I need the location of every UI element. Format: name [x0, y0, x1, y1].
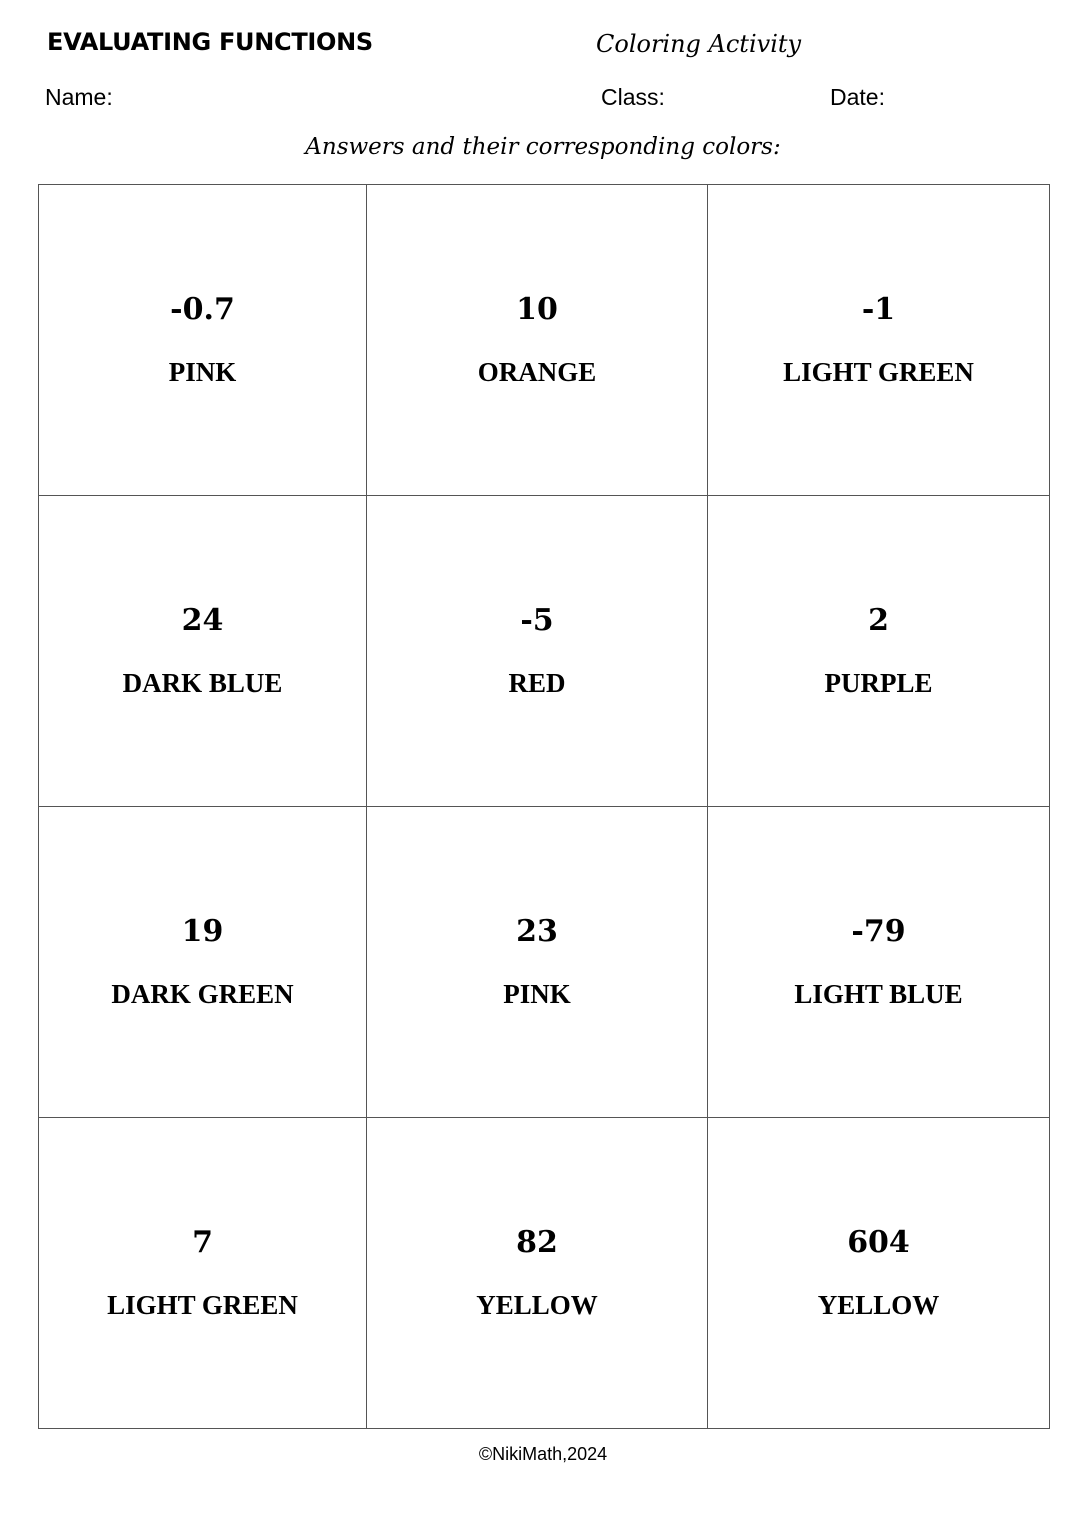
answer-cell — [39, 807, 367, 1118]
answer-color: LIGHT GREEN — [107, 1290, 298, 1320]
answer-color: YELLOW — [476, 1290, 598, 1320]
answer-color: PINK — [503, 979, 571, 1009]
answer-value: -0.7 — [170, 292, 235, 327]
answer-cell — [367, 1118, 708, 1429]
table-row — [39, 185, 1050, 496]
answer-value: 2 — [868, 603, 889, 638]
table-row — [39, 807, 1050, 1118]
legend-caption: Answers and their corresponding colors: — [305, 134, 781, 160]
answer-value: 604 — [847, 1225, 910, 1260]
date-label: Date: — [830, 84, 885, 110]
answer-color: LIGHT GREEN — [783, 357, 974, 387]
answer-value: 7 — [192, 1225, 213, 1260]
answer-value: -1 — [861, 292, 896, 327]
answer-color: DARK GREEN — [111, 979, 294, 1009]
answer-value: 23 — [516, 914, 558, 949]
answer-value: -5 — [520, 603, 554, 638]
table-row — [39, 496, 1050, 807]
answer-color: PURPLE — [824, 668, 933, 698]
answer-cell — [708, 807, 1050, 1118]
answer-color-table — [38, 184, 1050, 1429]
answer-color: RED — [508, 668, 566, 698]
answer-cell — [39, 1118, 367, 1429]
answer-color: DARK BLUE — [122, 668, 283, 698]
copyright-footer: ©NikiMath,2024 — [478, 1444, 608, 1464]
answer-cell — [367, 496, 708, 807]
answer-cell — [39, 496, 367, 807]
answer-cell — [708, 1118, 1050, 1429]
name-label: Name: — [45, 84, 113, 110]
answer-cell — [39, 185, 367, 496]
answer-value: 10 — [516, 292, 558, 327]
answer-cell — [367, 185, 708, 496]
table-row — [39, 1118, 1050, 1429]
answer-value: 24 — [181, 603, 224, 638]
answer-color: PINK — [168, 357, 237, 387]
answer-value: -79 — [851, 914, 906, 949]
answer-color: YELLOW — [817, 1290, 940, 1320]
answer-cell — [708, 496, 1050, 807]
answer-cell — [708, 185, 1050, 496]
answer-color: LIGHT BLUE — [794, 979, 963, 1009]
answer-cell — [367, 807, 708, 1118]
page-title: EVALUATING FUNCTIONS — [47, 28, 373, 56]
answer-color: ORANGE — [477, 357, 597, 387]
class-label: Class: — [601, 84, 665, 110]
answer-value: 19 — [181, 914, 224, 949]
answer-value: 82 — [516, 1225, 558, 1260]
page-subtitle: Coloring Activity — [596, 30, 802, 58]
